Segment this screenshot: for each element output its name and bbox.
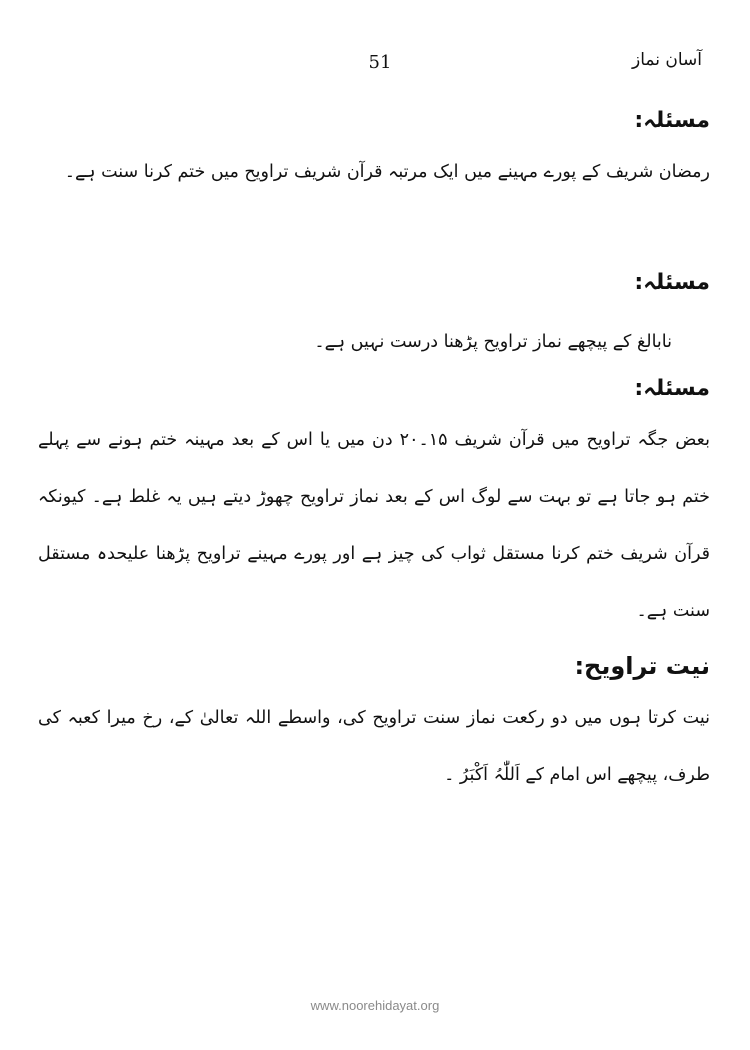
page-number: 51 xyxy=(368,52,392,73)
section-text-3: بعض جگہ تراویح میں قرآن شریف ۱۵۔۲۰ دن میں یا اس کے بعد مہینہ ختم ہونے سے پہلے ختم ہو جاتا ہے تو بہت سے لوگ اس کے بعد نماز تراویح چھوڑ دیتے ہیں یہ غلط ہے۔ کیونکہ قرآن شریف ختم کرنا مستقل ثواب کی چیز ہے اور پورے مہینے تراویح پڑھنا علیحدہ مستقل سنت ہے۔ xyxy=(38,430,710,621)
section-heading-1: مسئلہ: xyxy=(634,108,710,133)
website-footer: www.noorehidayat.org xyxy=(310,998,440,1013)
section-text-4: نیت کرتا ہوں میں دو رکعت نماز سنت تراویح کی، واسطے اللہ تعالیٰ کے، رخ میرا کعبہ کی طرف، پیچھے اس امام کے اَللّٰہُ اَکْبَرُ ۔ xyxy=(38,708,710,785)
book-title: آسان نماز xyxy=(632,50,702,70)
section-text-1: رمضان شریف کے پورے مہینے میں ایک مرتبہ قرآن شریف تراویح میں ختم کرنا سنت ہے۔ xyxy=(64,162,710,182)
section-heading-2: مسئلہ: xyxy=(634,270,710,295)
section-text-2: نابالغ کے پیچھے نماز تراویح پڑھنا درست نہیں ہے۔ xyxy=(314,332,672,352)
section-heading-3: مسئلہ: xyxy=(634,376,710,401)
section-heading-4: نیت تراویح: xyxy=(574,652,710,680)
